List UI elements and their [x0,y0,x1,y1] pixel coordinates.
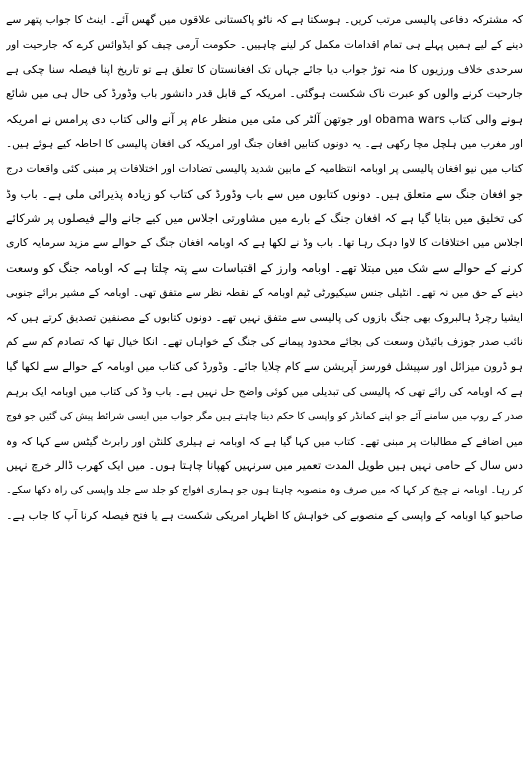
article-line: اجلاس میں اختلافات کا لاوا دہک رہا تھا۔ باب وڈ نے لکھا ہے کہ اوبامہ افغان جنگ کے حوالے سے مزید سرمایہ کاری [6,236,523,250]
article-line: ایشیا رچرڈ ہالبروک بھی جنگ بازوں کی پالیسی سے متفق نہیں تھے۔ دونوں کتابوں کے مصنفین تصدیق کرتے ہیں کہ [6,310,523,324]
article-line: صاحبو کیا اوبامہ کے واپسی کے منصوبے کی خواہش کا اظہار امریکی شکست ہے یا فتح فیصلہ کرنا آپ کا جاب ہے۔ [6,508,523,522]
article-line: ہے کہ اوبامہ کی رائے تھی کہ پالیسی کی تبدیلی میں کوئی واضح حل نہیں ہے۔ باب وڈ کی کتاب میں اوبامہ ایک برہم [6,385,523,398]
article-line: دینے کے حق میں نہ تھے۔ انٹیلی جنس سیکیورٹی ٹیم اوبامہ کے نقطہ نظر سے متفق تھی۔ اوبامہ کے مشیر برائے جنوبی [6,286,523,299]
article-line: نائب صدر جوزف بائیڈن وسعت کی بجائے محدود پیمانے کی جنگ کے خواہاں تھے۔ انکا خیال تھا کہ تصادم کم سے کم [6,335,523,349]
article-line: کی تخلیق میں بتایا گیا ہے کہ افغان جنگ کے بارے میں مشاورتی اجلاس میں کیے جانے والے فیصلوں پر شرکائے [6,211,523,226]
article-line: دینے کے لیے ہمیں پہلے ہی تمام اقدامات مکمل کر لینے چاہییں۔ حکومت آرمی چیف کو ایڈوائس کرے کہ جارحیت اور [6,38,523,51]
article-line: کر رہا۔ اوبامہ نے چیخ کر کہا کہ میں صرف وہ منصوبہ چاہتا ہوں جو ہماری افواج کو جلد سے جلد واپسی کی راہ دکھا سکے۔ [6,485,523,497]
article-line: کہ مشترکہ دفاعی پالیسی مرتب کریں۔ ہوسکتا ہے کہ ناٹو پاکستانی علاقوں میں گھس آئے۔ اینٹ کا جواب پتھر سے [6,13,523,26]
article-line: میں اضافے کے مطالبات پر مبنی تھے۔ کتاب میں کہا گیا ہے کہ اوبامہ نے ہیلری کلنٹن اور رابرٹ گیٹس سے کہا کہ وہ [6,435,523,448]
article-line: اور مغرب میں ہلچل مچا رکھی ہے۔ یہ دونوں کتابیں افغان جنگ اور امریکہ کی افغان پالیسی کا احاطہ کیے ہوئے ہیں۔ [6,137,523,150]
article-line: دس سال کے حامی نہیں ہیں طویل المدت تعمیر میں سرنہیں کھپانا چاہتا ہوں۔ میں ایک کھرب ڈالر خرچ نہیں [6,459,523,473]
article-line: کتاب میں نیو افغان پالیسی پر اوبامہ انتظامیہ کے مابین شدید پالیسی تضادات اور اختلافات پر مبنی کئی واقعات درج [6,161,523,175]
article-line: جو افغان جنگ سے متعلق ہیں۔ دونوں کتابوں میں سے باب وڈورڈ کی کتاب کو زیادہ پذیرائی ملی ہے۔ باب وڈ [6,186,523,201]
article-line: جارحیت کرنے والوں کو عبرت ناک شکست ہوگئی۔ امریکہ کے قابل قدر دانشور باب وڈورڈ کی حال ہی میں شائع [6,87,523,101]
article-page [6,8,523,754]
article-line: صدر کے روپ میں سامنے آئے جو اپنے کمانڈر کو واپسی کا حکم دینا چاہتے ہیں مگر جواب میں ایسی شرائط پیش کی گئیں جو فوج [6,410,523,422]
article-line: سرحدی خلاف ورزیوں کا منہ توڑ جواب دیا جائے جہاں تک افغانستان کا تعلق ہے تو تاریخ اپنا فیصلہ سنا چکی ہے [6,62,523,76]
article-line: ہونے والی کتاب obama wars اور جوتھن آلٹر کی مئی میں منظر عام پر آنے والی کتاب دی پرامس نے امریکہ [6,112,523,127]
article-line: ہو ڈرون میزائل اور سپیشل فورسز آپریشن سے کام چلایا جائے۔ وڈورڈ کی کتاب میں اوبامہ کے حوالے سے لکھا گیا [6,360,523,374]
article-line: کرنے کے حوالے سے شک میں مبتلا تھے۔ اوبامہ وارز کے اقتباسات سے پتہ چلتا ہے کہ اوبامہ جنگ کو وسعت [6,260,523,275]
